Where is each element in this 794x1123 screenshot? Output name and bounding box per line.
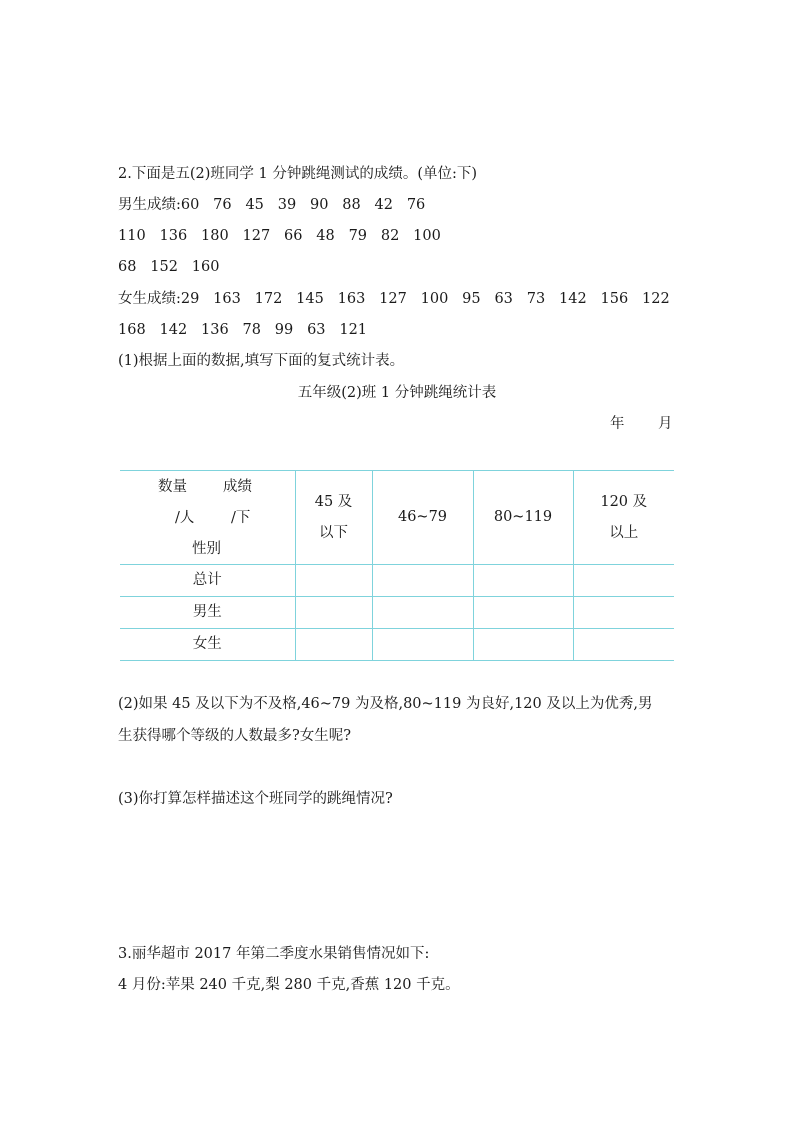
q2-sub2-line-2: 生获得哪个等级的人数最多?女生呢?	[118, 728, 352, 744]
corner-header-cell	[120, 471, 295, 565]
table-title: 五年级(2)班 1 分钟跳绳统计表	[297, 385, 497, 401]
table-row-boys	[120, 597, 674, 629]
corner-count-label: 数量	[158, 479, 187, 495]
blank-cell[interactable]	[372, 597, 473, 629]
girls-scores-line-1: 女生成绩:29 163 172 145 163 127 100 95 63 73 142 156 122	[118, 291, 670, 307]
corner-unit-times: /下	[231, 510, 251, 526]
date-year-label: 年	[610, 416, 625, 432]
row-label-girls: 女生	[120, 629, 295, 661]
corner-gender-label: 性别	[192, 541, 221, 557]
jump-rope-stat-table	[120, 470, 674, 661]
row-label-total: 总计	[120, 565, 295, 597]
col-header-46-79: 46~79	[372, 471, 473, 565]
q3-april-sales: 4 月份:苹果 240 千克,梨 280 千克,香蕉 120 千克。	[118, 977, 460, 993]
boys-scores-line-3: 68 152 160	[118, 259, 220, 275]
blank-cell[interactable]	[295, 597, 372, 629]
col-header-120-above-a: 120 及	[600, 493, 648, 510]
corner-unit-people: /人	[175, 510, 195, 526]
blank-cell[interactable]	[372, 629, 473, 661]
table-header-row	[120, 471, 674, 565]
blank-cell[interactable]	[573, 597, 674, 629]
col-header-120-above-b: 以上	[609, 524, 639, 541]
table-row-girls	[120, 629, 674, 661]
q3-title: 3.丽华超市 2017 年第二季度水果销售情况如下:	[118, 946, 430, 962]
col-header-45-below	[295, 471, 372, 565]
q2-sub3: (3)你打算怎样描述这个班同学的跳绳情况?	[118, 791, 393, 807]
q2-sub1: (1)根据上面的数据,填写下面的复式统计表。	[118, 353, 405, 369]
blank-cell[interactable]	[372, 565, 473, 597]
col-header-80-119: 80~119	[473, 471, 573, 565]
blank-cell[interactable]	[295, 629, 372, 661]
blank-cell[interactable]	[473, 565, 573, 597]
blank-cell[interactable]	[573, 565, 674, 597]
blank-cell[interactable]	[473, 597, 573, 629]
col-header-120-above	[573, 471, 674, 565]
col-header-45-below-b: 以下	[319, 524, 348, 541]
boys-scores-line-1: 男生成绩:60 76 45 39 90 88 42 76	[118, 197, 426, 213]
q2-title: 2.下面是五(2)班同学 1 分钟跳绳测试的成绩。(单位:下)	[118, 166, 478, 182]
blank-cell[interactable]	[573, 629, 674, 661]
date-month-label: 月	[658, 416, 673, 432]
q2-sub2-line-1: (2)如果 45 及以下为不及格,46~79 为及格,80~119 为良好,120 及以上为优秀,男	[118, 696, 653, 712]
blank-cell[interactable]	[473, 629, 573, 661]
corner-score-label: 成绩	[223, 479, 252, 495]
boys-scores-line-2: 110 136 180 127 66 48 79 82 100	[118, 228, 441, 244]
row-label-boys: 男生	[120, 597, 295, 629]
col-header-45-below-a: 45 及	[314, 493, 353, 510]
table-row-total	[120, 565, 674, 597]
girls-scores-line-2: 168 142 136 78 99 63 121	[118, 322, 368, 338]
blank-cell[interactable]	[295, 565, 372, 597]
